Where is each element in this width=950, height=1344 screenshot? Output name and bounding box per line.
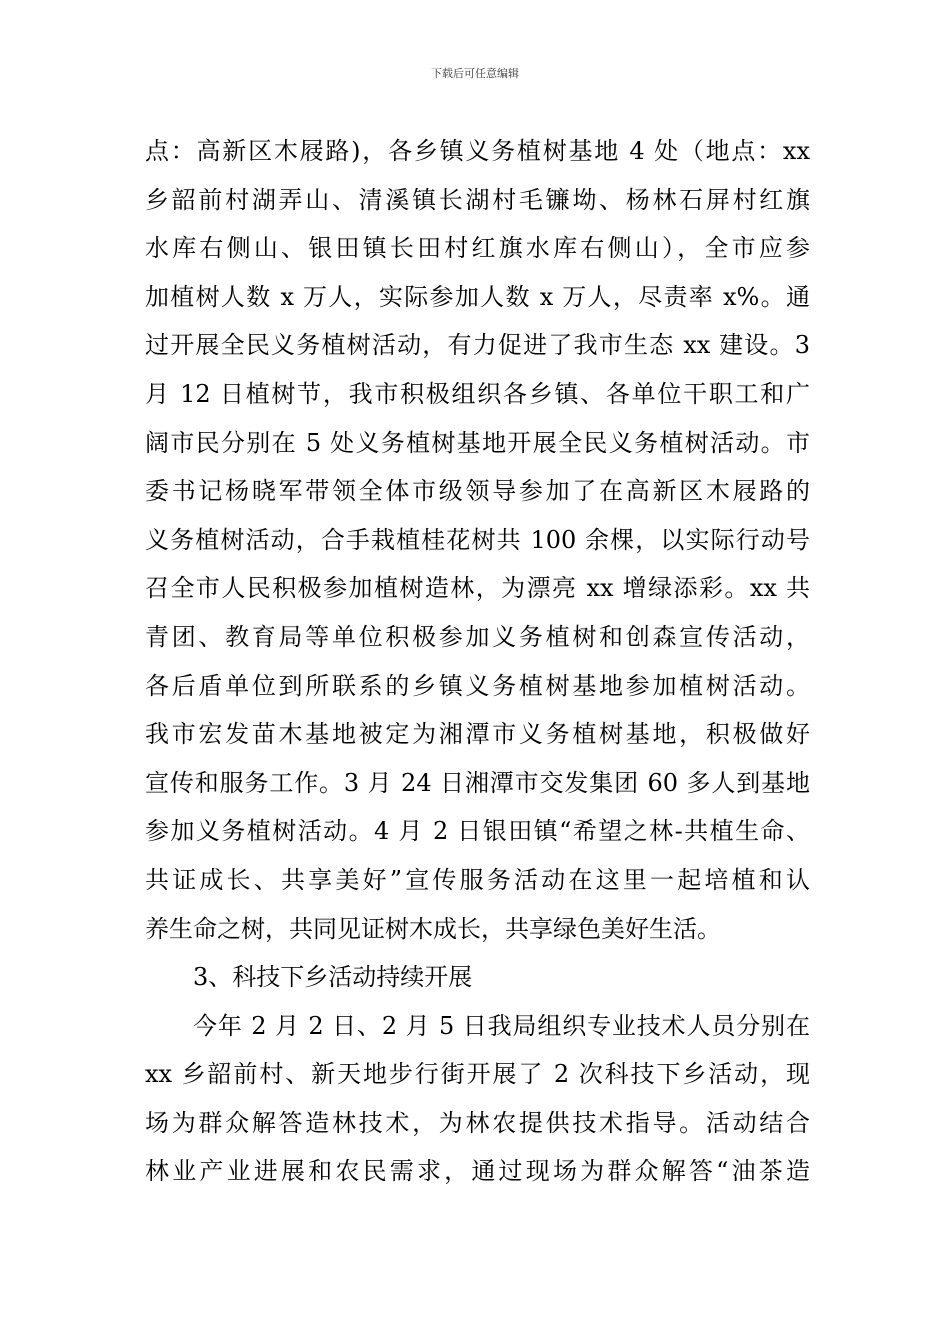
- text-line: 林业产业进展和农民需求，通过现场为群众解答“油茶造: [145, 1157, 810, 1186]
- text-line: 义务植树活动，合手栽植桂花树共 100 余棵，以实际行动号: [145, 525, 810, 554]
- text-line: 月 12 日植树节，我市积极组织各乡镇、各单位干职工和广: [145, 379, 810, 408]
- text-line: 过开展全民义务植树活动，有力促进了我市生态 xx 建设。3: [145, 331, 810, 360]
- text-line: 加植树人数 x 万人，实际参加人数 x 万人，尽责率 x%。通: [145, 282, 810, 311]
- text-line: 各后盾单位到所联系的乡镇义务植树基地参加植树活动。: [145, 671, 810, 700]
- text-line: 召全市人民积极参加植树造林，为漂亮 xx 增绿添彩。xx 共: [145, 574, 810, 603]
- text-line: 乡韶前村湖弄山、清溪镇长湖村毛镰坳、杨林石屏村红旗: [145, 185, 810, 214]
- text-line: 场为群众解答造林技术，为林农提供技术指导。活动结合: [145, 1108, 810, 1137]
- text-line: 水库右侧山、银田镇长田村红旗水库右侧山），全市应参: [145, 234, 810, 263]
- text-line: xx 乡韶前村、新天地步行街开展了 2 次科技下乡活动，现: [145, 1060, 810, 1089]
- section-heading: 3、科技下乡活动持续开展: [193, 963, 473, 992]
- text-line: 宣传和服务工作。3 月 24 日湘潭市交发集团 60 多人到基地: [145, 768, 810, 797]
- header-note: 下载后可任意编辑: [431, 67, 519, 80]
- text-line: 养生命之树，共同见证树木成长，共享绿色美好生活。: [145, 914, 721, 943]
- body-text: [145, 127, 810, 1196]
- text-line: 参加义务植树活动。4 月 2 日银田镇“希望之林-共植生命、: [145, 817, 810, 846]
- text-line: 今年 2 月 2 日、2 月 5 日我局组织专业技术人员分别在: [193, 1011, 810, 1040]
- text-line: 委书记杨晓军带领全体市级领导参加了在高新区木屐路的: [145, 477, 810, 506]
- text-line: 阔市民分别在 5 处义务植树基地开展全民义务植树活动。市: [145, 428, 810, 457]
- text-line: 共证成长、共享美好”宣传服务活动在这里一起培植和认: [145, 865, 810, 894]
- text-line: 我市宏发苗木基地被定为湘潭市义务植树基地，积极做好: [145, 720, 810, 749]
- text-line: 青团、教育局等单位积极参加义务植树和创森宣传活动，: [145, 622, 810, 651]
- text-line: 点：高新区木屐路)，各乡镇义务植树基地 4 处（地点：xx: [145, 137, 810, 165]
